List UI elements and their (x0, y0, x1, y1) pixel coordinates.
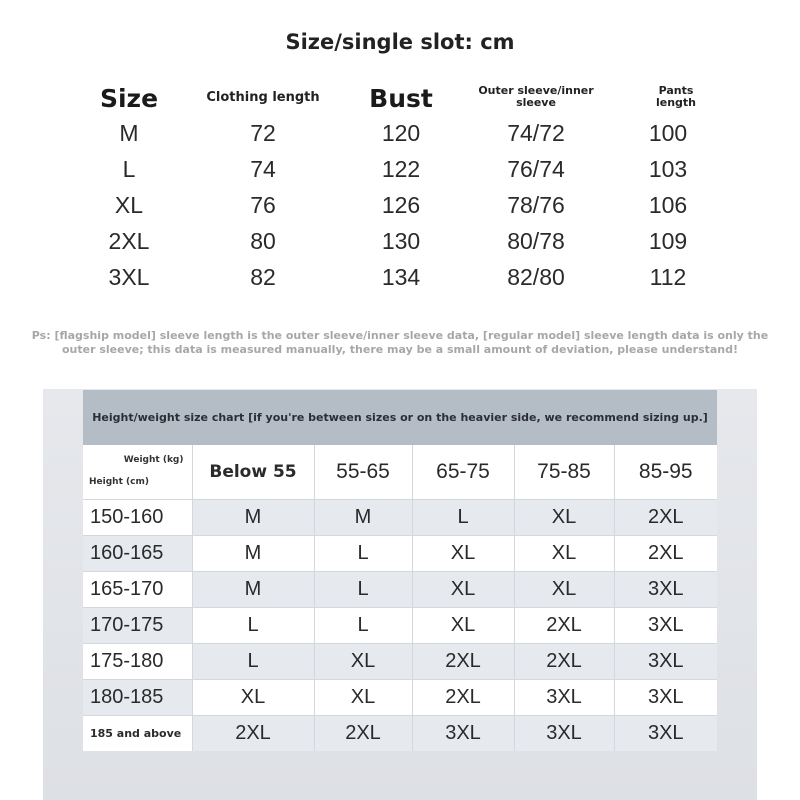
size-recommendation-cell: 3XL (614, 572, 717, 608)
size-cell: 80 (250, 228, 276, 254)
chart-row (83, 680, 717, 716)
size-row (0, 152, 800, 188)
size-recommendation-cell: XL (192, 680, 314, 716)
height-weight-chart (83, 390, 717, 751)
size-recommendation-cell: L (314, 608, 412, 644)
size-cell: 126 (381, 192, 421, 218)
size-recommendation-cell: 3XL (614, 644, 717, 680)
size-cell: 100 (648, 120, 688, 146)
size-recommendation-cell: 2XL (412, 680, 514, 716)
size-cell: 103 (648, 156, 688, 182)
size-cell: 120 (381, 120, 421, 146)
size-cell: 112 (649, 264, 687, 290)
chart-caption: Height/weight size chart [if you're between sizes or on the heavier side, we recommend sizing up.] (83, 390, 717, 445)
height-row-header: 185 and above (83, 716, 192, 752)
size-cell: L (122, 156, 136, 182)
size-cell: 82 (250, 264, 276, 290)
size-recommendation-cell: M (314, 500, 412, 536)
size-cell: 74/72 (507, 120, 565, 146)
size-cell: 76/74 (507, 156, 565, 182)
height-axis-label: Height (cm) (89, 477, 149, 487)
size-row (0, 224, 800, 260)
header-clothing-length: Clothing length (206, 90, 320, 105)
size-cell: 80/78 (507, 228, 565, 254)
size-recommendation-cell: XL (314, 680, 412, 716)
weight-col-header: Below 55 (192, 445, 314, 500)
size-cell: 130 (381, 228, 421, 254)
size-recommendation-cell: 2XL (412, 644, 514, 680)
size-recommendation-cell: 2XL (192, 716, 314, 752)
weight-header-row (83, 445, 717, 500)
size-cell: 109 (648, 228, 688, 254)
size-recommendation-cell: L (412, 500, 514, 536)
size-recommendation-cell: L (314, 536, 412, 572)
size-row (0, 116, 800, 152)
chart-row (83, 572, 717, 608)
size-recommendation-cell: L (192, 644, 314, 680)
header-sleeve: Outer sleeve/inner sleeve (478, 84, 594, 109)
height-row-header: 175-180 (83, 644, 192, 680)
size-recommendation-cell: M (192, 500, 314, 536)
size-recommendation-cell: XL (514, 500, 614, 536)
measurement-note: Ps: [flagship model] sleeve length is the outer sleeve/inner sleeve data, [regular model] sleeve length data is only the outer sleeve; this data is measured manually, there may be a small amount of deviation, please understand! (31, 329, 769, 356)
size-recommendation-cell: XL (412, 608, 514, 644)
size-recommendation-cell: 3XL (514, 680, 614, 716)
weight-col-header: 85-95 (614, 445, 717, 500)
size-recommendation-cell: 2XL (514, 608, 614, 644)
size-cell: 2XL (108, 228, 150, 254)
size-recommendation-cell: XL (412, 572, 514, 608)
size-cell: 106 (648, 192, 688, 218)
size-cell: 82/80 (507, 264, 565, 290)
size-cell: M (119, 120, 139, 146)
size-recommendation-cell: M (192, 572, 314, 608)
size-recommendation-cell: 2XL (614, 536, 717, 572)
size-recommendation-cell: M (192, 536, 314, 572)
header-size: Size (99, 84, 159, 113)
size-cell: 74 (250, 156, 276, 182)
size-recommendation-cell: 2XL (314, 716, 412, 752)
size-cell: 122 (381, 156, 421, 182)
size-recommendation-cell: L (314, 572, 412, 608)
chart-caption-row (83, 390, 717, 445)
height-row-header: 180-185 (83, 680, 192, 716)
size-recommendation-cell: 3XL (614, 680, 717, 716)
size-recommendation-cell: XL (514, 572, 614, 608)
size-cell: 78/76 (507, 192, 565, 218)
size-cell: 76 (250, 192, 276, 218)
weight-col-header: 65-75 (412, 445, 514, 500)
height-row-header: 150-160 (83, 500, 192, 536)
size-recommendation-cell: 3XL (614, 608, 717, 644)
weight-axis-label: Weight (kg) (123, 455, 184, 465)
size-cell: 3XL (108, 264, 150, 290)
corner-cell (83, 445, 192, 500)
size-recommendation-cell: 3XL (514, 716, 614, 752)
chart-row (83, 644, 717, 680)
page-title: Size/single slot: cm (285, 30, 515, 54)
weight-col-header: 55-65 (314, 445, 412, 500)
chart-row (83, 500, 717, 536)
weight-col-header: 75-85 (514, 445, 614, 500)
chart-row (83, 716, 717, 752)
chart-row (83, 608, 717, 644)
size-recommendation-cell: 2XL (614, 500, 717, 536)
size-recommendation-cell: 3XL (614, 716, 717, 752)
height-row-header: 165-170 (83, 572, 192, 608)
size-cell: 134 (381, 264, 421, 290)
size-recommendation-cell: XL (412, 536, 514, 572)
size-recommendation-cell: 2XL (514, 644, 614, 680)
size-cell: 72 (250, 120, 276, 146)
size-recommendation-cell: 3XL (412, 716, 514, 752)
height-row-header: 160-165 (83, 536, 192, 572)
header-pants-length: Pants length (655, 84, 697, 109)
size-row (0, 188, 800, 224)
header-bust: Bust (369, 84, 433, 113)
size-recommendation-cell: L (192, 608, 314, 644)
size-recommendation-cell: XL (514, 536, 614, 572)
chart-row (83, 536, 717, 572)
height-row-header: 170-175 (83, 608, 192, 644)
size-recommendation-cell: XL (314, 644, 412, 680)
size-row (0, 260, 800, 296)
size-cell: XL (114, 192, 144, 218)
